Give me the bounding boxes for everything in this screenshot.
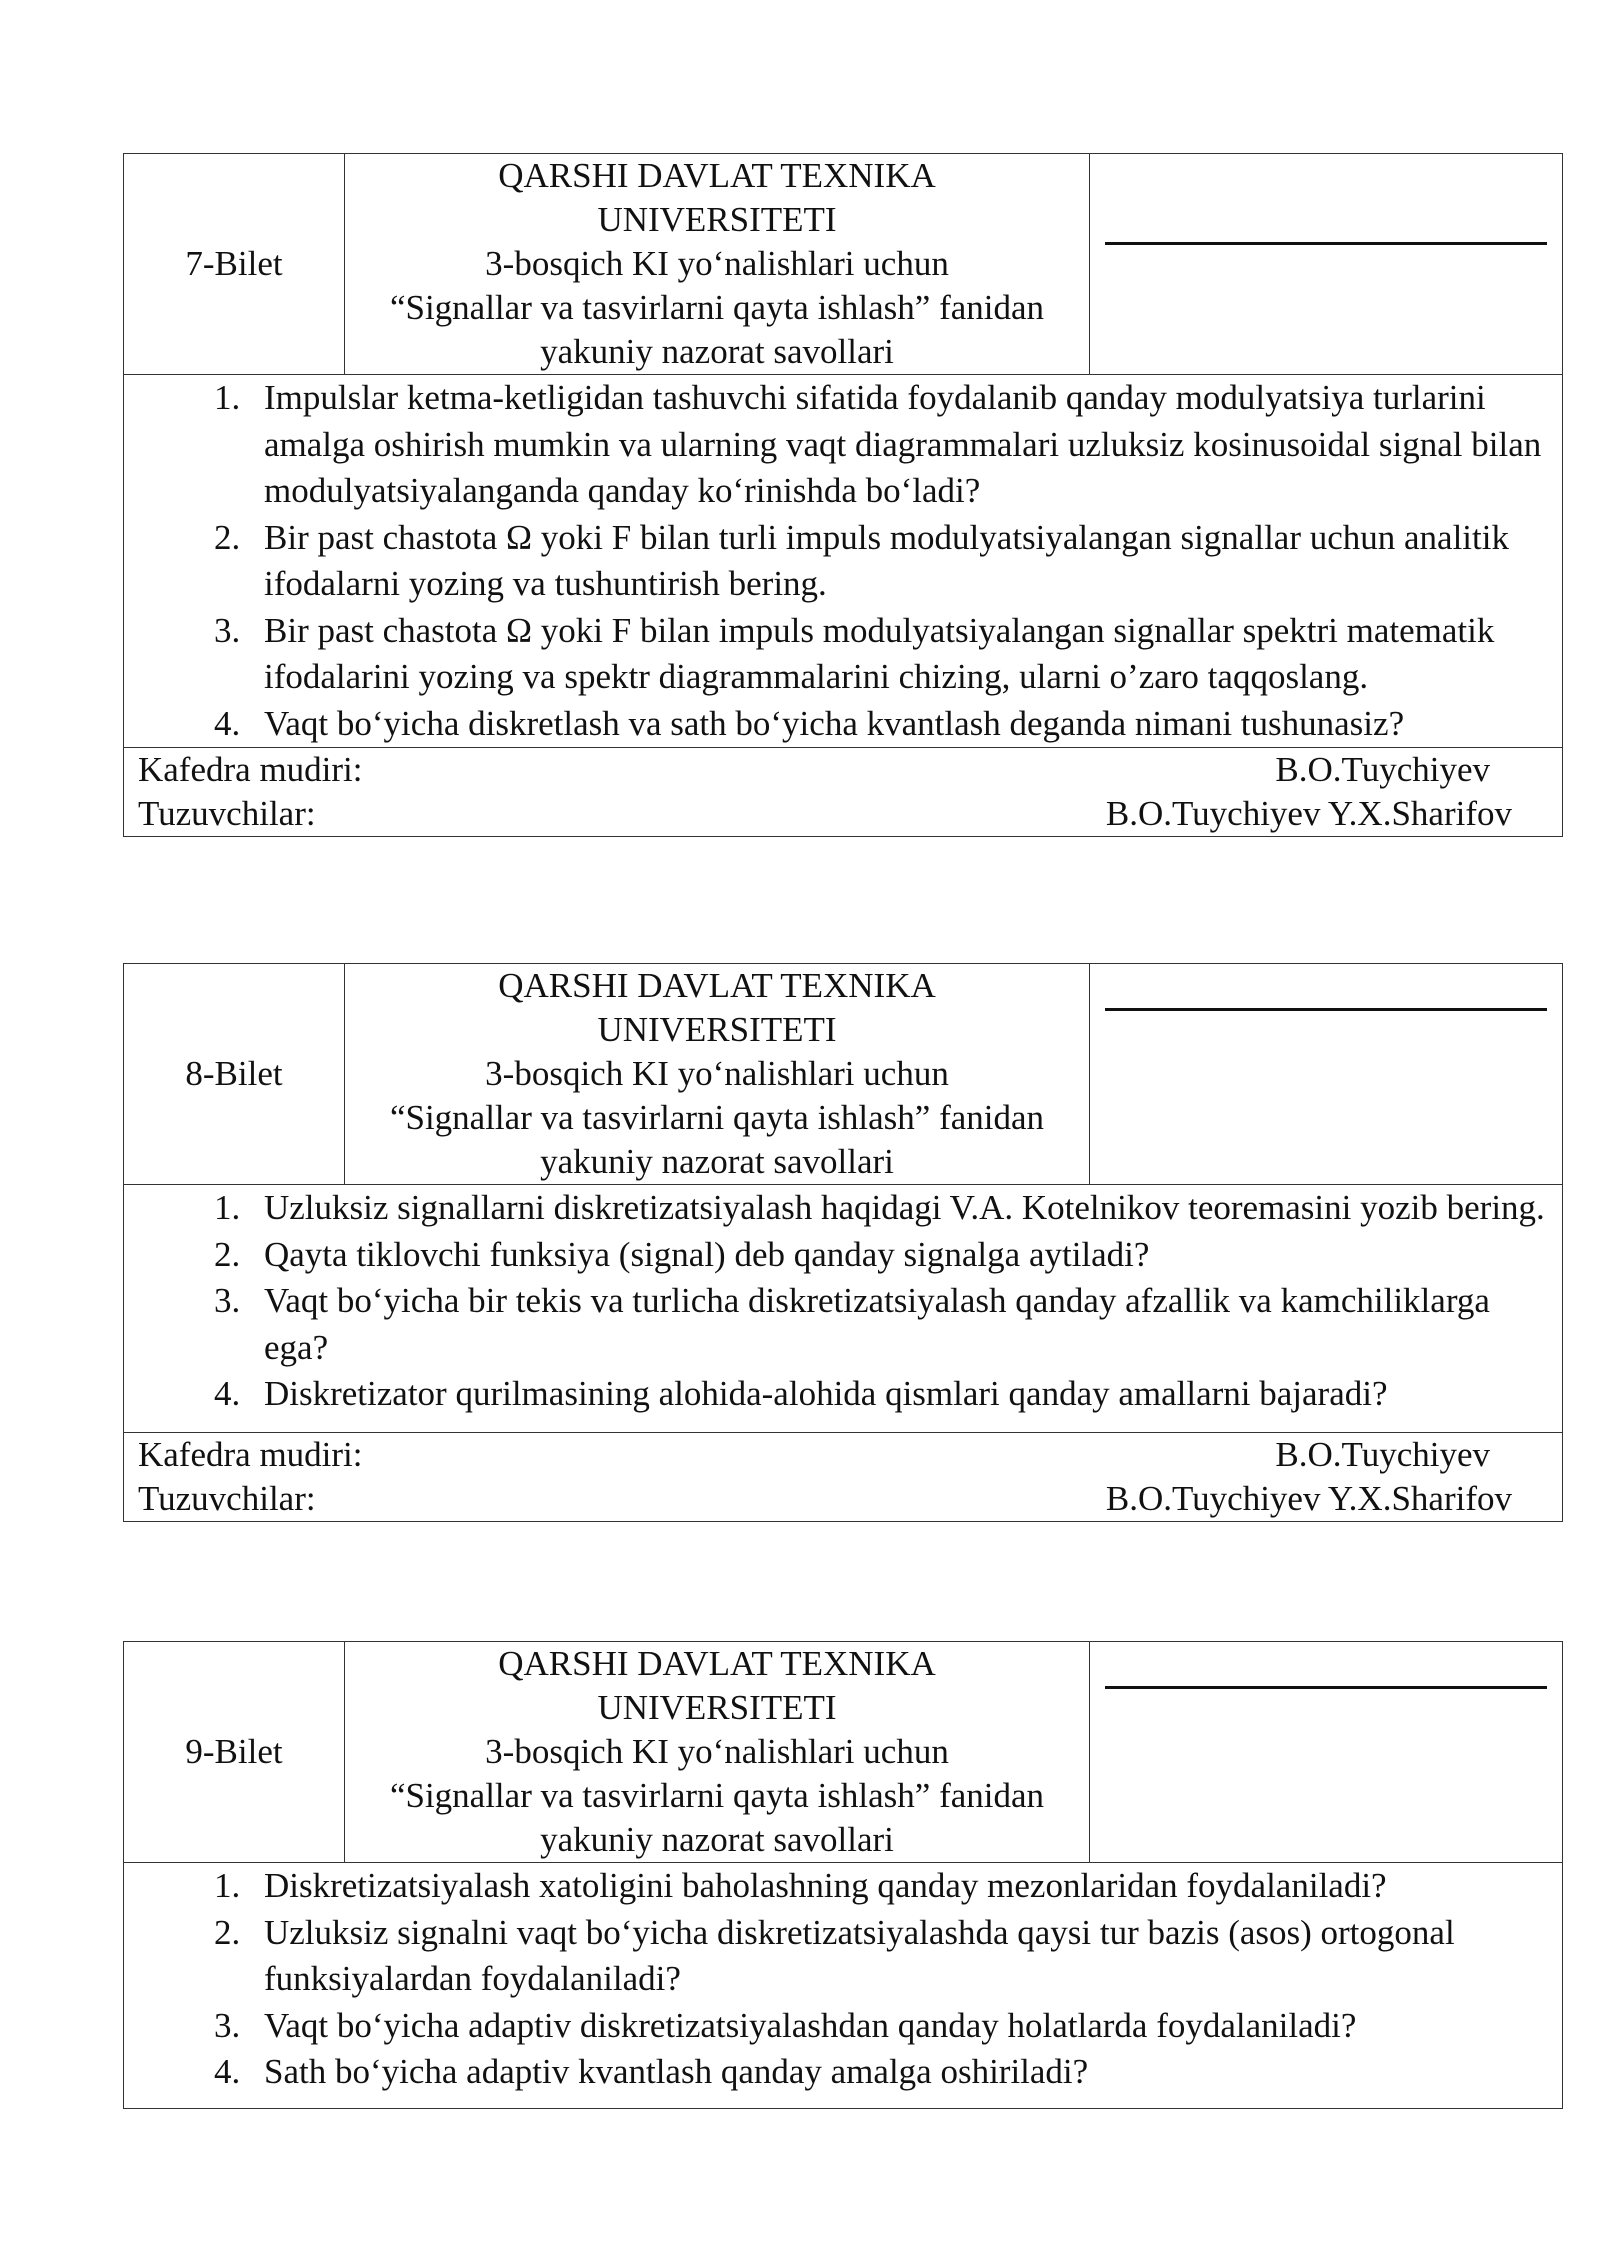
question-list <box>124 1185 1562 1432</box>
question-item <box>124 701 1562 748</box>
question-text: Vaqt bo‘yicha adaptiv diskretizatsiyalashdan qanday holatlarda foydalaniladi? <box>264 2005 1357 2045</box>
question-text: Uzluksiz signalni vaqt bo‘yicha diskretizatsiyalashda qaysi tur bazis (asos) ortogonal funksiyalardan foydalaniladi? <box>264 1912 1455 1998</box>
ticket-title <box>345 1642 1090 1862</box>
question-text: Bir past chastota Ω yoki F bilan turli impuls modulyatsiyalangan signallar uchun analitik ifodalarni yozing va tushuntirish bering. <box>264 517 1509 603</box>
question-number: 1. <box>214 378 241 417</box>
question-item <box>124 1910 1562 2003</box>
title-line: yakuniy nazorat savollari <box>540 1820 894 1859</box>
question-item <box>124 1185 1562 1232</box>
title-line: yakuniy nazorat savollari <box>540 332 894 371</box>
question-number: 2. <box>214 1912 241 1952</box>
signature-line <box>1105 242 1547 245</box>
question-list <box>124 1863 1562 2108</box>
question-list <box>124 375 1562 747</box>
title-line: UNIVERSITETI <box>597 1688 837 1727</box>
ticket-7 <box>123 153 1563 837</box>
ticket-footer <box>124 747 1562 836</box>
title-line: yakuniy nazorat savollari <box>540 1142 894 1181</box>
tuzuvchilar-label: Tuzuvchilar: <box>138 1478 316 1518</box>
title-line: QARSHI DAVLAT TEXNIKA <box>498 966 936 1005</box>
ticket-header <box>124 964 1562 1185</box>
kafedra-name: B.O.Tuychiyev <box>1275 750 1490 789</box>
ticket-8 <box>123 963 1563 1522</box>
question-number: 1. <box>214 1188 241 1227</box>
title-line: “Signallar va tasvirlarni qayta ishlash” fanidan <box>389 288 1045 327</box>
ticket-header <box>124 1642 1562 1863</box>
title-line: UNIVERSITETI <box>597 200 837 239</box>
ticket-title <box>345 964 1090 1184</box>
ticket-number: 8-Bilet <box>124 964 345 1184</box>
question-item <box>124 375 1562 515</box>
title-line: “Signallar va tasvirlarni qayta ishlash” fanidan <box>389 1776 1045 1815</box>
question-number: 3. <box>214 2005 241 2045</box>
question-text: Diskretizator qurilmasining alohida-alohida qismlari qanday amallarni bajaradi? <box>264 1374 1388 1413</box>
kafedra-row <box>138 1433 1512 1477</box>
ticket-number: 7-Bilet <box>124 154 345 374</box>
question-number: 4. <box>214 703 241 743</box>
question-item <box>124 2003 1562 2050</box>
signature-cell <box>1090 964 1562 1184</box>
ticket-title <box>345 154 1090 374</box>
question-number: 2. <box>214 1234 241 1274</box>
tuzuvchilar-names: B.O.Tuychiyev Y.X.Sharifov <box>1105 794 1512 833</box>
title-line: UNIVERSITETI <box>597 1010 837 1049</box>
title-line: 3-bosqich KI yo‘nalishlari uchun <box>485 1732 949 1771</box>
question-item <box>124 608 1562 701</box>
question-item <box>124 1278 1562 1371</box>
kafedra-label: Kafedra mudiri: <box>138 1434 363 1474</box>
ticket-header <box>124 154 1562 375</box>
title-line: QARSHI DAVLAT TEXNIKA <box>498 156 936 195</box>
question-text: Vaqt bo‘yicha bir tekis va turlicha diskretizatsiyalash qanday afzallik va kamchiliklarga ega? <box>264 1281 1490 1367</box>
question-number: 4. <box>214 2052 241 2091</box>
signature-cell <box>1090 1642 1562 1862</box>
question-text: Sath bo‘yicha adaptiv kvantlash qanday amalga oshiriladi? <box>264 2052 1089 2091</box>
tuzuvchilar-label: Tuzuvchilar: <box>138 794 316 833</box>
question-number: 2. <box>214 517 241 557</box>
signature-line <box>1105 1008 1547 1011</box>
title-line: “Signallar va tasvirlarni qayta ishlash” fanidan <box>389 1098 1045 1137</box>
question-text: Diskretizatsiyalash xatoligini baholashning qanday mezonlaridan foydalaniladi? <box>264 1866 1387 1905</box>
kafedra-row <box>138 748 1512 792</box>
question-item <box>124 1371 1562 1432</box>
question-number: 3. <box>214 610 241 650</box>
title-line: 3-bosqich KI yo‘nalishlari uchun <box>485 1054 949 1093</box>
question-item <box>124 1863 1562 1910</box>
question-number: 1. <box>214 1866 241 1905</box>
ticket-9 <box>123 1641 1563 2109</box>
signature-cell <box>1090 154 1562 374</box>
tuzuvchilar-row <box>138 1477 1512 1521</box>
ticket-number: 9-Bilet <box>124 1642 345 1862</box>
tuzuvchilar-names: B.O.Tuychiyev Y.X.Sharifov <box>1105 1478 1512 1518</box>
kafedra-name: B.O.Tuychiyev <box>1275 1434 1490 1474</box>
question-text: Uzluksiz signallarni diskretizatsiyalash haqidagi V.A. Kotelnikov teoremasini yozib bering. <box>264 1188 1545 1227</box>
question-text: Vaqt bo‘yicha diskretlash va sath bo‘yicha kvantlash deganda nimani tushunasiz? <box>264 703 1405 743</box>
question-text: Qayta tiklovchi funksiya (signal) deb qanday signalga aytiladi? <box>264 1234 1150 1274</box>
title-line: 3-bosqich KI yo‘nalishlari uchun <box>485 244 949 283</box>
question-item <box>124 2049 1562 2108</box>
kafedra-label: Kafedra mudiri: <box>138 750 363 789</box>
question-text: Impulslar ketma-ketligidan tashuvchi sifatida foydalanib qanday modulyatsiya turlarini amalga oshirish mumkin va ularning vaqt diagrammalari uzluksiz kosinusoidal signal bilan modulyatsiyalanganda qanday ko‘rinishda bo‘ladi? <box>264 378 1542 510</box>
question-number: 3. <box>214 1281 241 1320</box>
question-item <box>124 515 1562 608</box>
signature-line <box>1105 1686 1547 1689</box>
question-number: 4. <box>214 1374 241 1413</box>
question-text: Bir past chastota Ω yoki F bilan impuls modulyatsiyalangan signallar spektri matematik ifodalarini yozing va spektr diagrammalarini chizing, ularni o’zaro taqqoslang. <box>264 610 1495 696</box>
tuzuvchilar-row <box>138 792 1512 836</box>
question-item <box>124 1232 1562 1279</box>
ticket-footer <box>124 1432 1562 1521</box>
title-line: QARSHI DAVLAT TEXNIKA <box>498 1644 936 1683</box>
